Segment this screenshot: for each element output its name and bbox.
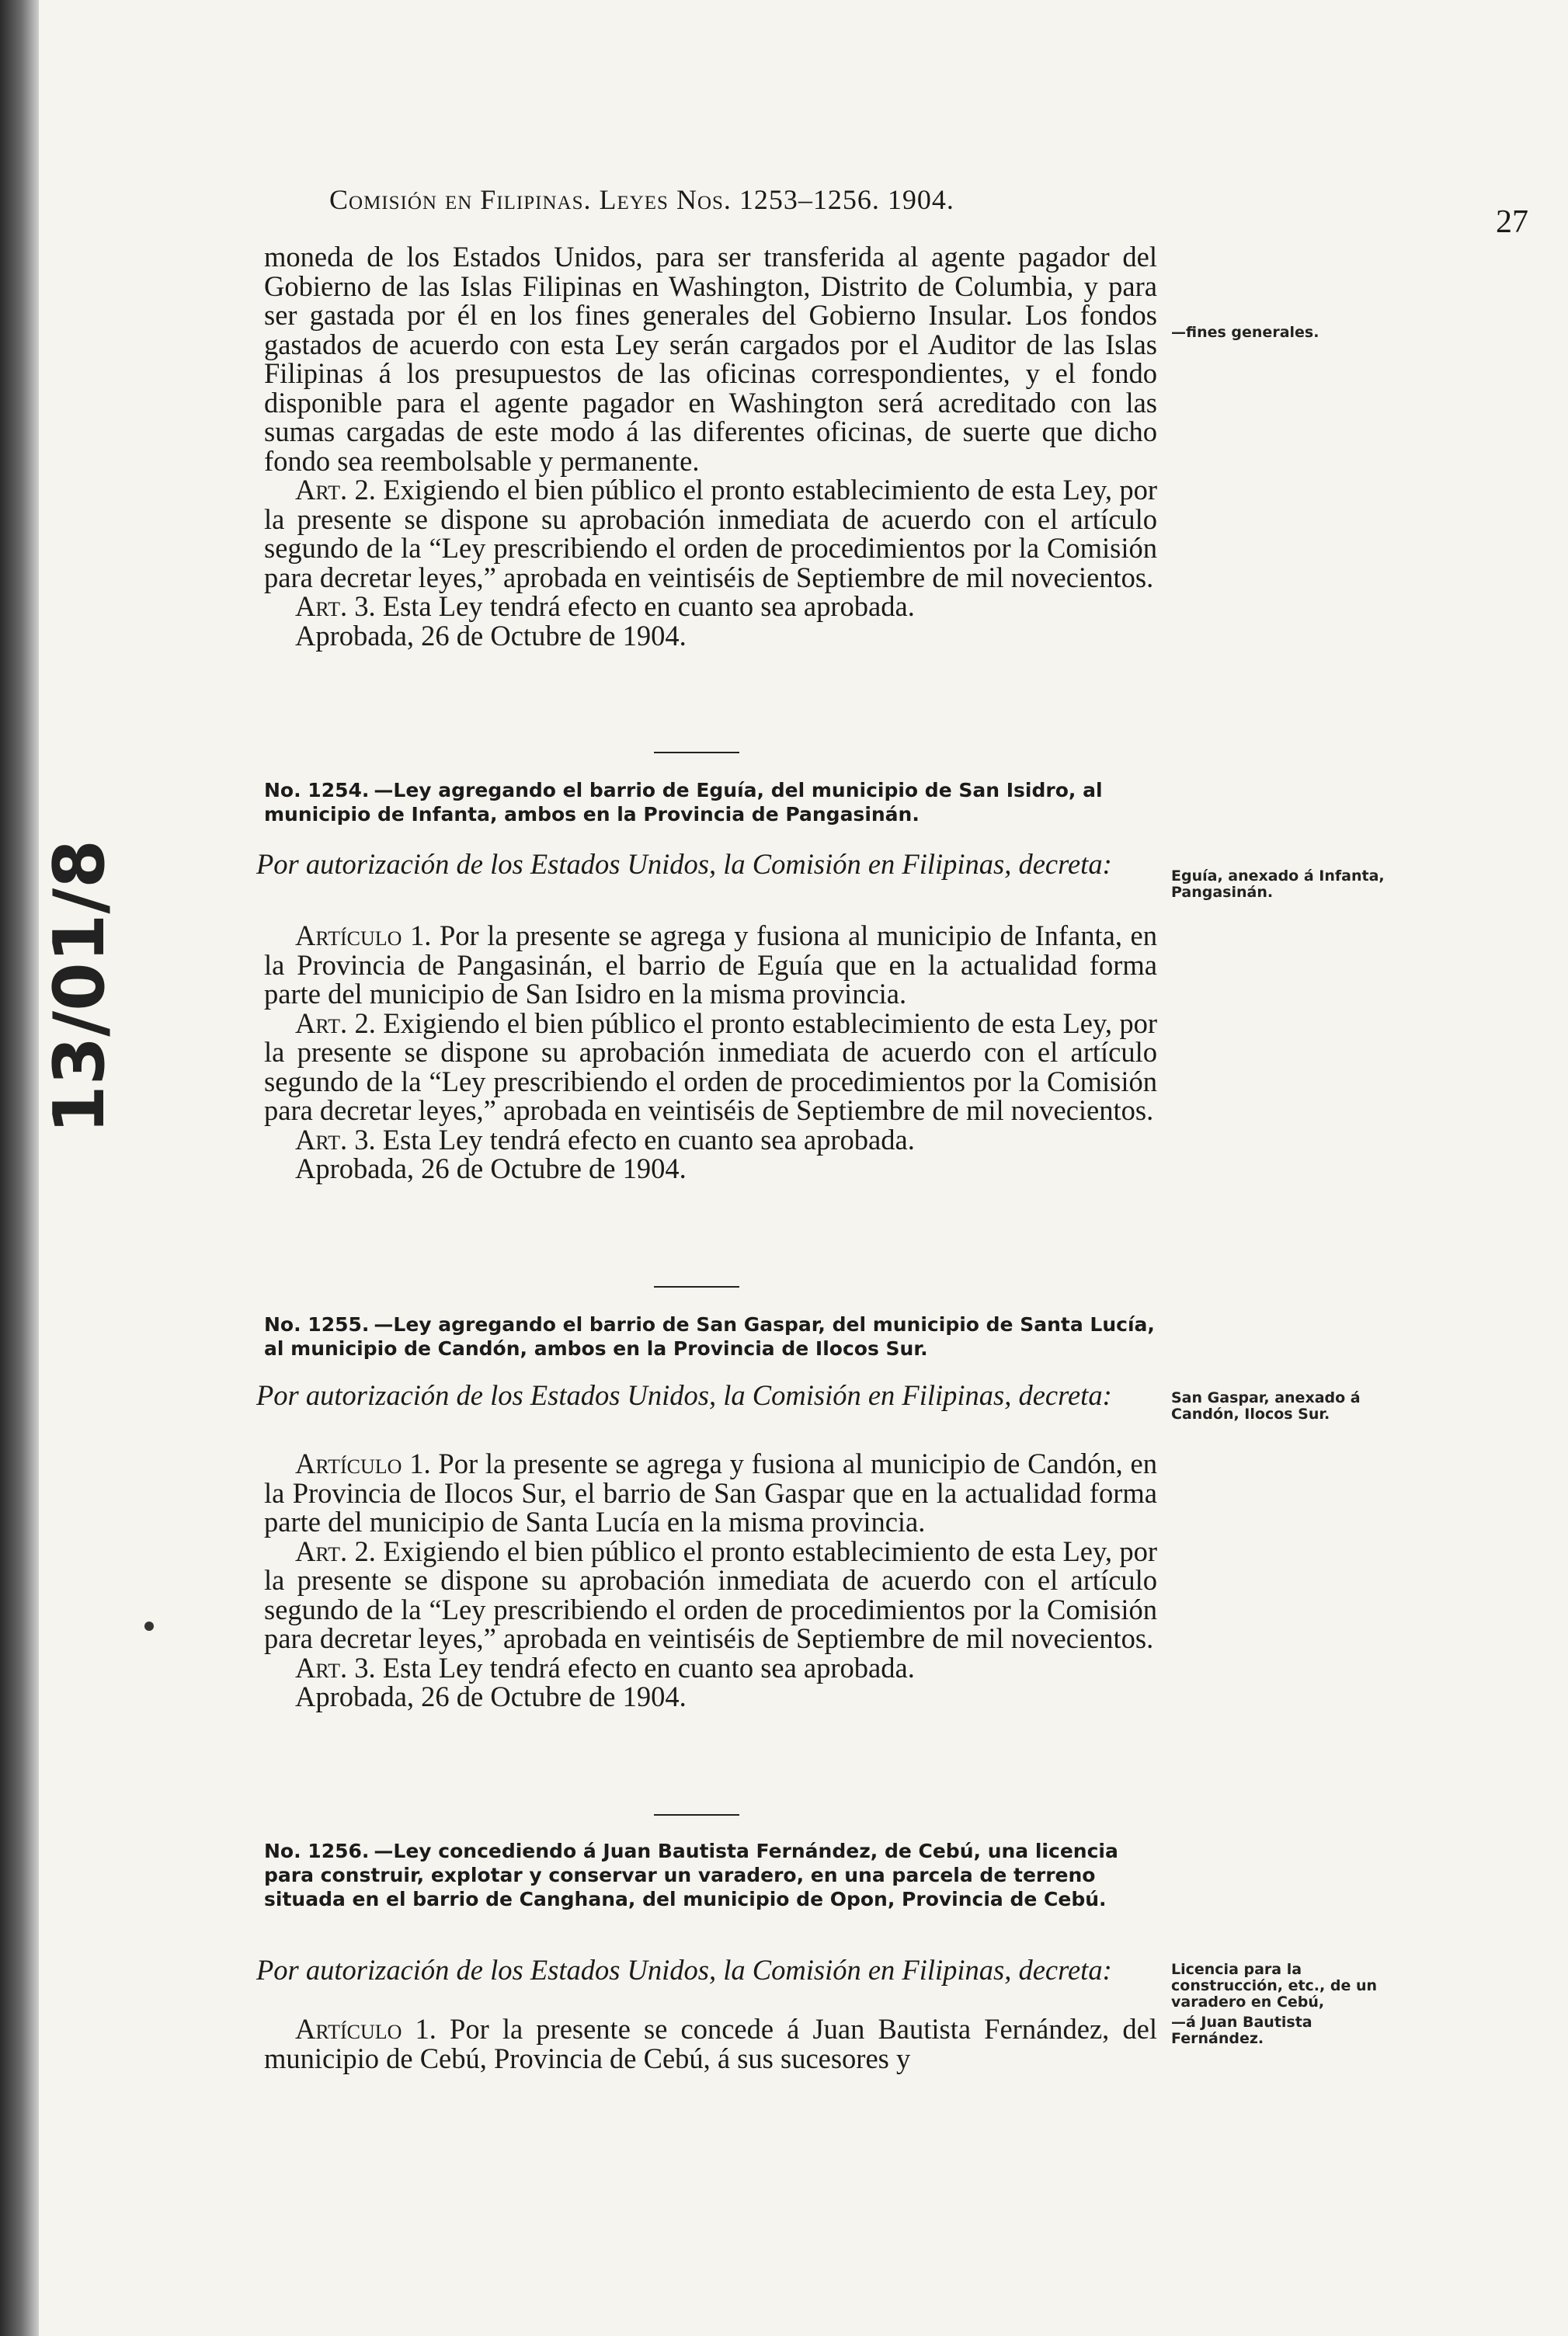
article-label: Artículo 1. [295, 2013, 436, 2045]
article-2 [264, 1537, 1157, 1653]
side-note-san-gaspar: San Gaspar, anexado á Candón, Ilocos Sur. [1171, 1389, 1361, 1423]
ink-dot [144, 1622, 154, 1631]
approval-date: Aprobada, 26 de Octubre de 1904. [295, 619, 687, 652]
approval-date: Aprobada, 26 de Octubre de 1904. [295, 1152, 687, 1184]
article-label: Art. 3. [295, 1123, 376, 1156]
article-label: Art. 2. [295, 474, 376, 506]
article-2 [264, 1006, 1158, 1126]
law-title: —Ley agregando el barrio de San Gaspar, del municipio de Santa Lucía, al municipio de Candón, ambos en la Provincia de Ilocos Sur. [264, 1313, 1155, 1360]
page-binding-edge [0, 0, 39, 2336]
section-rule [654, 1814, 739, 1816]
page-number: 27 [1496, 204, 1528, 240]
article-label: Art. 2. [295, 1006, 376, 1039]
law-number: No. 1255. [264, 1313, 370, 1336]
article-label: Artículo 1. [295, 919, 432, 951]
article-text: Exigiendo el bien público el pronto establecimiento de esta Ley, por la presente se dispone su aprobación inmediata de acuerdo con el artículo segundo de la “Ley prescribiendo el orden de procedimientos por la Comisión para decretar leyes,” aprobada en veintiséis de Septiembre de mil novecientos. [264, 1535, 1158, 1654]
article-text: Esta Ley tendrá efecto en cuanto sea aprobada. [382, 590, 915, 622]
running-title: Comisión en Filipinas. Leyes Nos. 1253–1256. 1904. [329, 184, 954, 215]
law-title: —Ley concediendo á Juan Bautista Fernández, de Cebú, una licencia para construir, explotar y conservar un varadero, en una parcela de terreno situada en el barrio de Canghana, del municipio de Opon, Provincia de Cebú. [264, 1840, 1118, 1910]
article-2 [264, 475, 1157, 592]
margin-handwriting: 13/01/8 [39, 840, 120, 1134]
article-3 [264, 592, 1157, 621]
article-label: Art. 2. [295, 1535, 376, 1567]
law-title: —Ley agregando el barrio de Eguía, del municipio de San Isidro, al municipio de Infanta, ambos en la Provincia de Pangasinán. [264, 779, 1103, 826]
law-number: No. 1256. [264, 1840, 370, 1862]
law-1256-heading [264, 1839, 1157, 1911]
law-1256-body [264, 2014, 1157, 2073]
article-label: Art. 3. [295, 590, 376, 622]
article-1 [264, 1449, 1157, 1537]
article-text: Esta Ley tendrá efecto en cuanto sea aprobada. [382, 1651, 915, 1684]
law-1255-body [264, 1449, 1157, 1712]
article-text: Exigiendo el bien público el pronto establecimiento de esta Ley, por la presente se dispone su aprobación inmediata de acuerdo con el artículo segundo de la “Ley prescribiendo el orden de procedimientos por la Comisión para decretar leyes,” aprobada en veintiséis de Septiembre de mil novecientos. [264, 1006, 1158, 1126]
section-rule [654, 752, 739, 753]
article-1 [264, 2014, 1157, 2073]
article-label: Artículo 1. [295, 1448, 431, 1479]
law-1255-enacting-clause: Por autorización de los Estados Unidos, la Comisión en Filipinas, decreta: [256, 1379, 1112, 1411]
side-note-juan-bautista: —á Juan Bautista Fernández. [1171, 2014, 1312, 2047]
law-1254-enacting-clause: Por autorización de los Estados Unidos, la Comisión en Filipinas, decreta: [256, 848, 1112, 880]
article-text: Por la presente se agrega y fusiona al municipio de Infanta, en la Provincia de Pangasinán, el barrio de Eguía que en la actualidad forma parte del municipio de San Isidro en la misma provincia. [264, 919, 1157, 1010]
article-3 [264, 1653, 1157, 1683]
article-label: Art. 3. [295, 1651, 376, 1684]
article-text: Por la presente se agrega y fusiona al municipio de Candón, en la Provincia de Ilocos Sur, el barrio de San Gaspar que en la actualidad forma parte del municipio de Santa Lucía en la misma provincia. [264, 1448, 1158, 1538]
law-number: No. 1254. [264, 779, 370, 801]
side-note-licencia: Licencia para la construcción, etc., de un varadero en Cebú, [1171, 1961, 1378, 2011]
section-rule [654, 1286, 739, 1288]
paragraph: moneda de los Estados Unidos, para ser transferida al agente pagador del Gobierno de las Islas Filipinas en Washington, Distrito de Columbia, y para ser gastada por él en los fines generales del Gobierno Insular. Los fondos gastados de acuerdo con esta Ley serán cargados por el Auditor de las Islas Filipinas á los presupuestos de las oficinas correspondientes, y el fondo disponible para el agente pagador en Washington será acreditado con las sumas cargadas de este modo á las diferentes oficinas, de suerte que dicho fondo sea reembolsable y permanente. [264, 241, 1157, 477]
article-1 [264, 921, 1157, 1009]
article-3 [264, 1125, 1157, 1155]
law-1256-enacting-clause: Por autorización de los Estados Unidos, la Comisión en Filipinas, decreta: [256, 1954, 1112, 1986]
side-note-eguia: Eguía, anexado á Infanta, Pangasinán. [1171, 867, 1385, 901]
law-1254-heading [264, 778, 1157, 826]
law-1254-body [264, 921, 1157, 1184]
side-note-fines-generales: —fines generales. [1171, 324, 1319, 341]
article-text: Exigiendo el bien público el pronto establecimiento de esta Ley, por la presente se dispone su aprobación inmediata de acuerdo con el artículo segundo de la “Ley prescribiendo el orden de procedimientos por la Comisión para decretar leyes,” aprobada en veintiséis de Septiembre de mil novecientos. [264, 474, 1158, 593]
law-1253-continuation [264, 242, 1157, 650]
article-text: Por la presente se concede á Juan Bautista Fernández, del municipio de Cebú, Provincia de Cebú, á sus sucesores y [264, 2013, 1157, 2074]
law-1255-heading [264, 1312, 1157, 1361]
approval-date: Aprobada, 26 de Octubre de 1904. [295, 1681, 687, 1712]
article-text: Esta Ley tendrá efecto en cuanto sea aprobada. [382, 1123, 915, 1156]
